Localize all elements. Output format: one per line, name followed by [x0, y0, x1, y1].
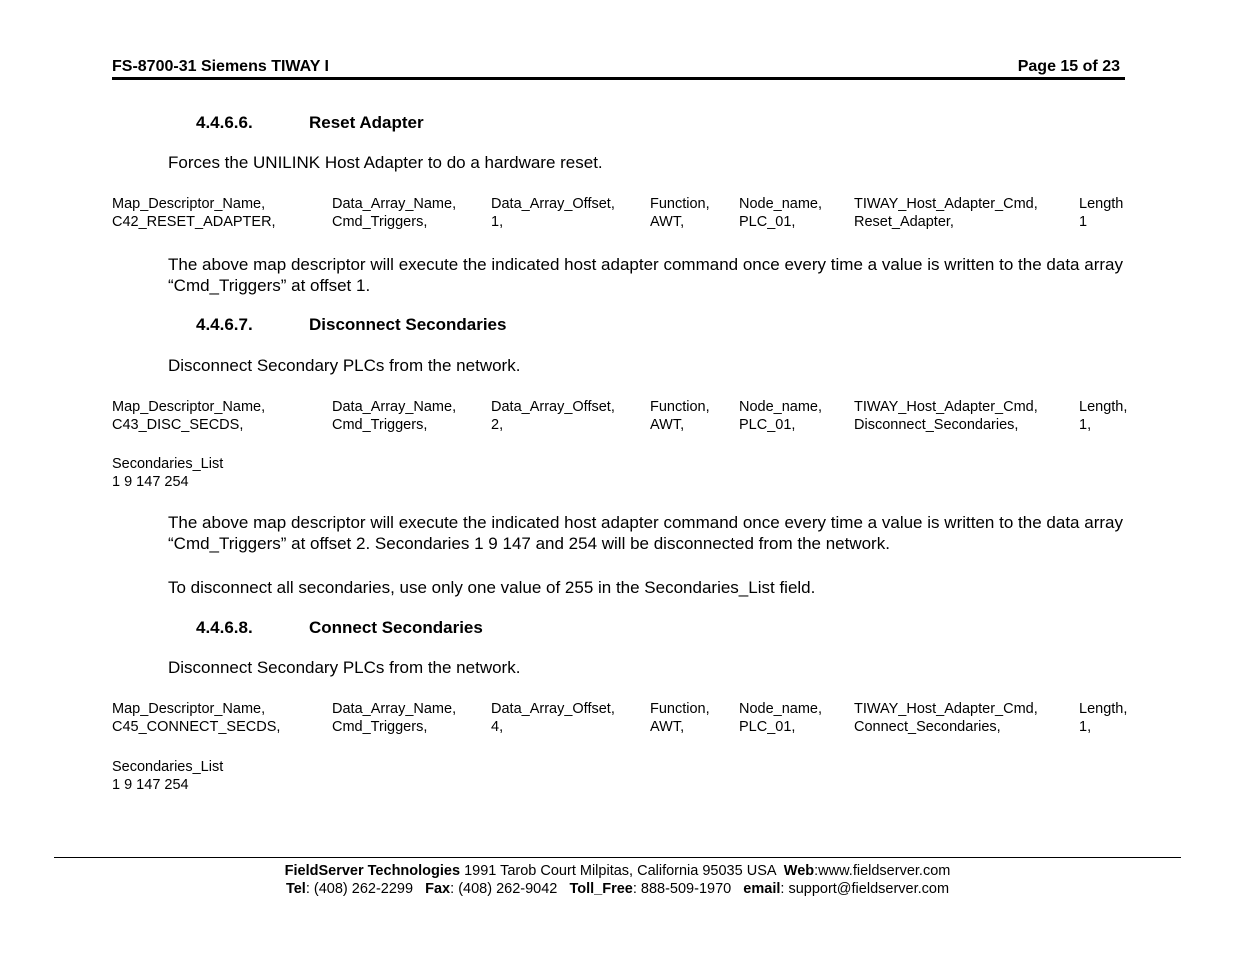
table-cell: 1 9 147 254 — [112, 474, 189, 490]
table-cell: C45_CONNECT_SECDS, — [112, 719, 281, 735]
secondaries-list-table — [112, 758, 1142, 794]
table-cell: Cmd_Triggers, — [332, 719, 428, 735]
section-title: Reset Adapter — [309, 113, 424, 132]
section-intro: Disconnect Secondary PLCs from the network. — [168, 356, 521, 375]
table-cell: 1, — [1079, 417, 1092, 433]
table-cell: PLC_01, — [739, 214, 796, 230]
table-cell: 1, — [491, 214, 504, 230]
table-cell: Cmd_Triggers, — [332, 417, 428, 433]
section-number: 4.4.6.7. — [196, 315, 253, 334]
table-row — [112, 718, 1142, 736]
table-cell: Data_Array_Offset, — [491, 196, 615, 212]
table-cell: PLC_01, — [739, 417, 796, 433]
section-number: 4.4.6.8. — [196, 618, 253, 637]
table-cell: Length, — [1079, 701, 1128, 717]
table-header-row — [112, 758, 1142, 776]
table-cell: Secondaries_List — [112, 759, 224, 775]
table-cell: Length — [1079, 196, 1124, 212]
section-intro: Disconnect Secondary PLCs from the network. — [168, 658, 521, 677]
footer-tel: : (408) 262-2299 — [305, 881, 426, 897]
table-row — [112, 416, 1142, 434]
table-cell: Map_Descriptor_Name, — [112, 196, 266, 212]
table-cell: Data_Array_Name, — [332, 701, 457, 717]
table-cell: 2, — [491, 417, 504, 433]
table-cell: Length, — [1079, 399, 1128, 415]
map-descriptor-table — [112, 700, 1142, 736]
footer-tel-label: Tel — [285, 881, 306, 897]
table-cell: 4, — [491, 719, 504, 735]
table-cell: Connect_Secondaries, — [854, 719, 1001, 735]
table-cell: Data_Array_Offset, — [491, 701, 615, 717]
section-title: Disconnect Secondaries — [309, 315, 507, 334]
table-row — [112, 473, 1142, 491]
table-cell: Secondaries_List — [112, 456, 224, 472]
footer-rule — [54, 857, 1181, 858]
table-cell: Data_Array_Name, — [332, 399, 457, 415]
table-cell: AWT, — [650, 417, 685, 433]
table-cell: AWT, — [650, 719, 685, 735]
table-cell: C42_RESET_ADAPTER, — [112, 214, 276, 230]
footer-tollfree: : 888-509-1970 — [632, 881, 744, 897]
table-cell: Node_name, — [739, 399, 823, 415]
table-cell: Map_Descriptor_Name, — [112, 701, 266, 717]
section-note: The above map descriptor will execute the indicated host adapter command once every time a value is written to the data array “Cmd_Triggers” at offset 1. — [168, 255, 1123, 295]
footer-web: :www.fieldserver.com — [814, 863, 951, 879]
table-cell: 1 — [1079, 214, 1088, 230]
section-note: The above map descriptor will execute the indicated host adapter command once every time a value is written to the data array “Cmd_Triggers” at offset 2. Secondaries 1 9 147 and 254 will be disconnected from the network. — [168, 513, 1123, 553]
table-cell: 1, — [1079, 719, 1092, 735]
footer-email-label: email — [743, 881, 781, 897]
footer-tollfree-label: Toll_Free — [569, 881, 633, 897]
table-cell: C43_DISC_SECDS, — [112, 417, 244, 433]
table-cell: 1 9 147 254 — [112, 777, 189, 793]
table-row — [112, 776, 1142, 794]
table-row — [112, 213, 1142, 231]
footer-web-label: Web — [783, 863, 815, 879]
table-header-row — [112, 398, 1142, 416]
section-number: 4.4.6.6. — [196, 113, 253, 132]
table-cell: Function, — [650, 399, 710, 415]
footer-fax-label: Fax — [425, 881, 451, 897]
footer-fax: : (408) 262-9042 — [450, 881, 570, 897]
table-header-row — [112, 195, 1142, 213]
footer-company: FieldServer Technologies — [284, 863, 461, 879]
section-intro: Forces the UNILINK Host Adapter to do a hardware reset. — [168, 153, 603, 172]
map-descriptor-table — [112, 195, 1142, 231]
table-cell: Function, — [650, 196, 710, 212]
footer-email: : support@fieldserver.com — [780, 881, 950, 897]
table-cell: Cmd_Triggers, — [332, 214, 428, 230]
section-note: To disconnect all secondaries, use only one value of 255 in the Secondaries_List field. — [168, 578, 816, 597]
header-doc-title: FS-8700-31 Siemens TIWAY I — [112, 58, 329, 75]
header-page-number: Page 15 of 23 — [1017, 58, 1120, 75]
map-descriptor-table — [112, 398, 1142, 434]
table-cell: Disconnect_Secondaries, — [854, 417, 1019, 433]
table-cell: PLC_01, — [739, 719, 796, 735]
table-header-row — [112, 455, 1142, 473]
table-cell: TIWAY_Host_Adapter_Cmd, — [854, 196, 1038, 212]
footer-line-contact — [0, 880, 1235, 898]
table-cell: TIWAY_Host_Adapter_Cmd, — [854, 399, 1038, 415]
table-cell: Data_Array_Name, — [332, 196, 457, 212]
footer-line-company — [0, 862, 1235, 880]
secondaries-list-table — [112, 455, 1142, 491]
table-header-row — [112, 700, 1142, 718]
table-cell: Node_name, — [739, 196, 823, 212]
table-cell: AWT, — [650, 214, 685, 230]
table-cell: Node_name, — [739, 701, 823, 717]
header-rule — [112, 77, 1125, 80]
footer-address: 1991 Tarob Court Milpitas, California 95035 USA — [460, 863, 784, 879]
table-cell: Data_Array_Offset, — [491, 399, 615, 415]
table-cell: Map_Descriptor_Name, — [112, 399, 266, 415]
table-cell: Reset_Adapter, — [854, 214, 954, 230]
table-cell: TIWAY_Host_Adapter_Cmd, — [854, 701, 1038, 717]
table-cell: Function, — [650, 701, 710, 717]
section-title: Connect Secondaries — [309, 618, 483, 637]
